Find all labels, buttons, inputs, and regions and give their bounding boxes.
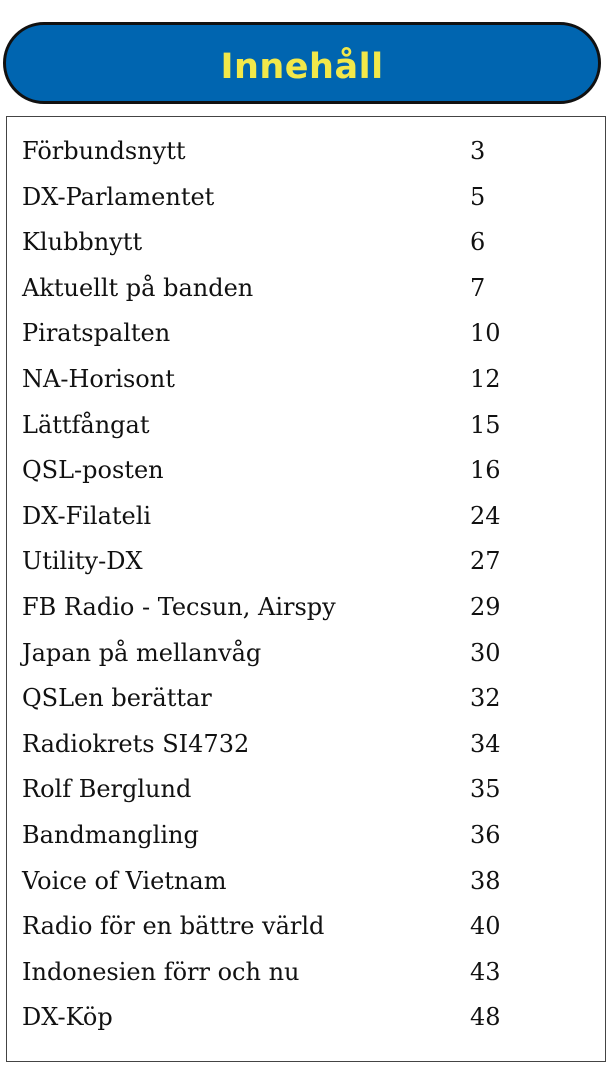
toc-entry-page: 30 [470,638,501,667]
toc-entry [7,451,605,497]
toc-entry [7,816,605,862]
toc-entry [7,725,605,771]
toc-entry-page: 29 [470,592,501,621]
toc-entry-page: 34 [470,729,501,758]
toc-entry [7,679,605,725]
toc-entry-title: Lättfångat [22,410,150,439]
toc-entry [7,907,605,953]
toc-entry-page: 36 [470,820,501,849]
toc-entry-page: 43 [470,957,501,986]
toc-entry-title: Voice of Vietnam [22,866,227,895]
toc-entry [7,132,605,178]
toc-entry-title: Förbundsnytt [22,137,186,165]
toc-entry-page: 16 [470,456,501,485]
toc-entry-title: Indonesien förr och nu [22,957,300,986]
toc-entry [7,770,605,816]
table-of-contents [6,116,606,1062]
toc-entry-title: FB Radio - Tecsun, Airspy [22,592,336,621]
toc-entry-title: DX-Köp [22,1003,113,1032]
toc-entry-page: 3 [470,137,486,165]
toc-entry-page: 38 [470,866,501,895]
toc-entry [7,314,605,360]
toc-entry [7,862,605,908]
toc-entry-page: 32 [470,684,501,713]
toc-entry-page: 48 [470,1003,501,1032]
toc-entry [7,269,605,315]
toc-entry-title: Rolf Berglund [22,775,192,804]
toc-entry-page: 40 [470,912,501,941]
title-banner [3,22,601,104]
toc-entry [7,223,605,269]
toc-entry-title: QSL-posten [22,456,164,485]
toc-entry [7,588,605,634]
toc-entry-page: 6 [470,228,486,257]
toc-entry-page: 10 [470,319,501,348]
toc-entry-title: DX-Parlamentet [22,182,215,211]
toc-entry-page: 15 [470,410,501,439]
toc-entry-title: DX-Filateli [22,501,152,530]
toc-entry [7,406,605,452]
toc-entry-page: 5 [470,182,486,211]
toc-entry [7,178,605,224]
toc-entry-page: 7 [470,273,486,302]
toc-entry-page: 24 [470,501,501,530]
toc-entry [7,953,605,999]
toc-list [7,132,605,1044]
toc-entry [7,497,605,543]
toc-entry-title: Klubbnytt [22,228,143,257]
toc-entry-title: Aktuellt på banden [22,273,254,302]
toc-entry [7,998,605,1044]
toc-entry-page: 27 [470,547,501,576]
toc-entry-title: Radiokrets SI4732 [22,729,250,758]
toc-entry-title: Radio för en bättre värld [22,912,325,941]
toc-entry-title: Utility-DX [22,547,143,576]
page-title: Innehåll [220,47,384,87]
toc-entry-title: Japan på mellanvåg [22,638,262,667]
toc-entry-title: NA-Horisont [22,364,175,393]
toc-entry [7,634,605,680]
toc-entry-title: Bandmangling [22,820,199,849]
toc-entry-page: 35 [470,775,501,804]
toc-entry-title: Piratspalten [22,319,171,348]
toc-entry [7,360,605,406]
toc-entry [7,542,605,588]
toc-entry-title: QSLen berättar [22,684,212,713]
toc-entry-page: 12 [470,364,501,393]
